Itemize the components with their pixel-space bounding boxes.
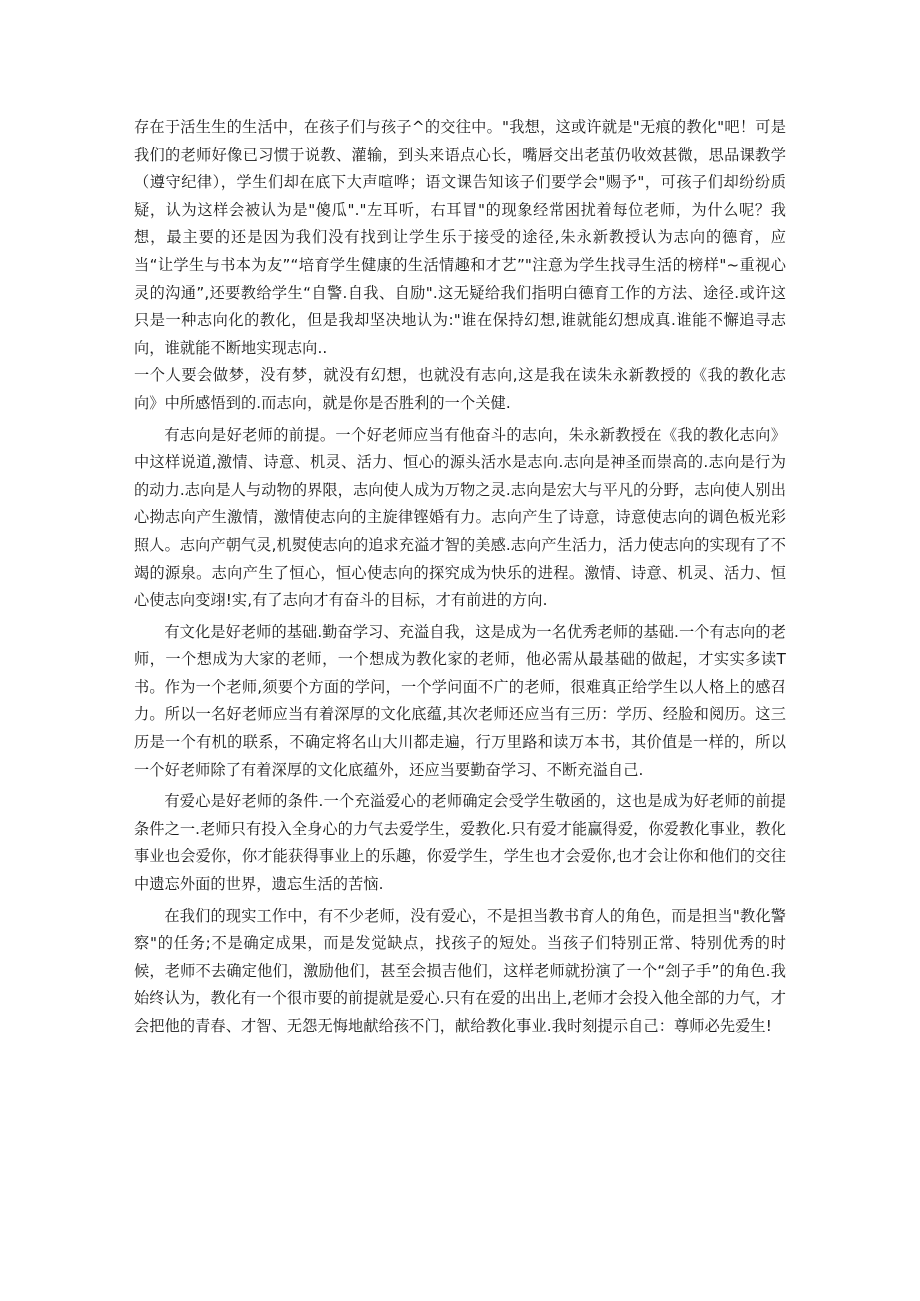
paragraph-6: 在我们的现实工作中，有不少老师，没有爱心，不是担当教书育人的角色，而是担当"教化警察"的任务;不是确定成果，而是发觉缺点，找孩子的短处。当孩子们特别正常、特别优秀的时候，老师不去确定他们，激励他们，甚至会损吉他们，这样老师就扮演了一个“刽子手”的角色.我始终认为，教化有一个很市要的前提就是爱心.只有在爱的出出上,老师才会投入他全部的力气，才会把他的青春、才智、无怨无悔地献给孩不门，献给教化事业.我时刻提示自己：尊师必先爱生! xyxy=(134,906,786,1035)
paragraph-1: 存在于活生生的生活中，在孩子们与孩子^的交往中。"我想，这或许就是"无痕的教化"吧！可是我们的老师好像已习惯于说教、灌输，到头来语点心长，嘴唇交出老茧仍收效甚微，思品课教学（遵守纪律），学生们却在底下大声喧哗；语文课告知该子们要学会"赐予"，可孩子们却纷纷质疑，认为这样会被认为是"傻瓜"."左耳听，右耳冒"的现象经常困扰着每位老师，为什么呢？我想，最主要的还是因为我们没有找到让学生乐于接受的途径,朱永新教授认为志向的德育，应当“让学生与书本为友”“培育学生健康的生活情趣和才艺”"注意为学生找寻生活的榜样"~重视心灵的沟通”,还要教给学生“自警.自我、自励".这无疑给我们指明白德育工作的方法、途径.或许这只是一种志向化的教化，但是我却坚决地认为:"谁在保持幻想,谁就能幻想成真.谁能不懈追寻志向，谁就能不断地实现志向.. xyxy=(134,118,786,357)
paragraph-4: 有文化是好老师的基础.勤奋学习、充溢自我，这是成为一名优秀老师的基础.一个有志向的老师，一个想成为大家的老师，一个想成为教化家的老师，他必需从最基础的做起，才实实多读T书。作为一个老师,须要个方面的学问，一个学问面不广的老师，很难真正给学生以人格上的感召力。所以一名好老师应当有着深厚的文化底蕴,其次老师还应当有三历：学历、经脸和阅历。这三历是一个有机的联系，不确定将名山大川都走遍，行万里路和读万本书，其价值是一样的，所以一个好老师除了有着深厚的文化底蕴外，还应当要勤奋学习、不断充溢自己. xyxy=(134,622,786,779)
paragraph-5: 有爱心是好老师的条件.一个充溢爱心的老师确定会受学生敬函的，这也是成为好老师的前提条件之一.老师只有投入全身心的力气去爱学生，爱教化.只有爱才能赢得爱，你爱教化事业，教化事业也会爱你，你才能获得事业上的乐趣，你爱学生，学生也才会爱你,也才会让你和他们的交往中遗忘外面的世界，遗忘生活的苦恼. xyxy=(134,792,786,894)
paragraph-2: 一个人要会做梦，没有梦，就没有幻想，也就没有志向,这是我在读朱永新教授的《我的教化志向》中所感悟到的.而志向，就是你是否胜利的一个关健. xyxy=(134,366,786,412)
paragraph-3: 有志向是好老师的前提。一个好老师应当有他奋斗的志向，朱永新教授在《我的教化志向》中这样说道,激情、诗意、机灵、活力、恒心的源头活水是志向.志向是神圣而崇高的.志向是行为的动力.志向是人与动物的界限，志向使人成为万物之灵.志向是宏大与平凡的分野，志向使人别出心拗志向产生激情，激情使志向的主旋律铿婚有力。志向产生了诗意，诗意使志向的调色板光彩照人。志向产朝气灵,机熨使志向的追求充溢才智的美感.志向产生活力，活力使志向的实现有了不竭的源泉。志向产生了恒心，恒心使志向的探究成为快乐的进程。激情、诗意、机灵、活力、恒心使志向变翊!实,有了志向才有奋斗的目标，才有前进的方向. xyxy=(134,425,786,610)
document-body xyxy=(134,114,786,1041)
